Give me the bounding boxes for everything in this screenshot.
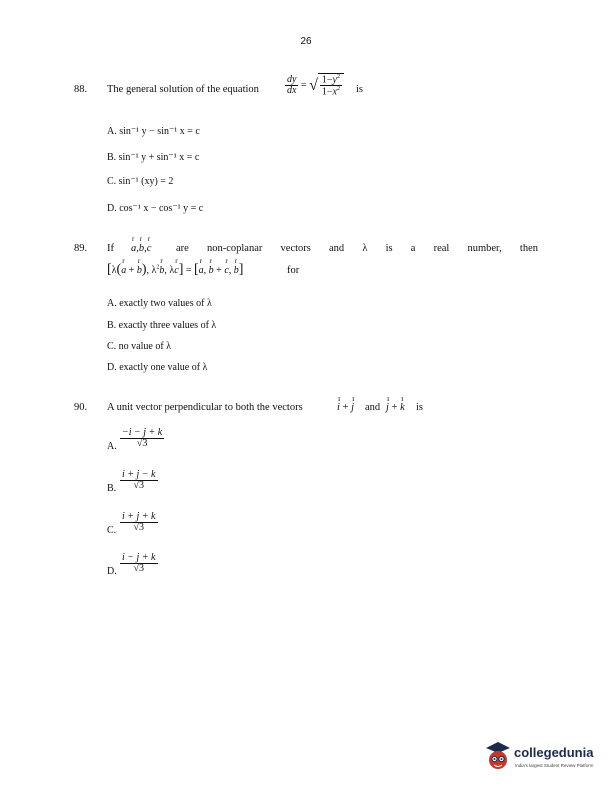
option-90-c-fraction — [120, 512, 158, 533]
sqrt-expression: √ $\frac{1-y^2}{1-x^2}$ — [309, 73, 344, 98]
question-90-stem-and: and — [365, 402, 381, 413]
question-88-stem — [107, 84, 259, 95]
option-90-c-denominator: √3 — [133, 522, 144, 533]
option-89-d: D. exactly one value of λ — [107, 362, 208, 373]
option-90-a-denominator: √3 — [136, 438, 148, 449]
vectors-abc: r a,r b,r c — [131, 243, 151, 254]
option-90-c-numerator: i + j + k — [122, 511, 156, 522]
question-89-stem-if: If — [107, 243, 114, 254]
option-90-c-letter: C. — [107, 525, 117, 536]
page-number: 26 — [300, 36, 312, 47]
question-88-stem-end: is — [356, 84, 364, 95]
brand-name: collegedunia — [514, 745, 594, 760]
option-90-d-numerator: i − j + k — [122, 552, 156, 563]
option-90-d-letter: D. — [107, 566, 117, 577]
question-89-stem-for: for — [287, 265, 300, 276]
option-89-b: B. exactly three values of λ — [107, 320, 217, 331]
question-88-stem-text: The general solution of the equation — [107, 84, 259, 95]
option-90-d-denominator: √3 — [133, 563, 144, 574]
question-90-stem: A unit vector perpendicular to both the vectors — [107, 402, 303, 413]
question-89-stem-middle: are non-coplanar vectors and λ is a real number, then — [176, 243, 538, 254]
option-90-b-fraction — [120, 470, 158, 491]
brand-tagline: India's largest Student Review Platform — [515, 763, 594, 768]
question-89-number: 89. — [74, 243, 88, 254]
option-88-b: B. sin⁻¹ y + sin⁻¹ x = c — [107, 152, 200, 163]
question-90-number: 90. — [74, 402, 88, 413]
option-88-c: C. sin⁻¹ (xy) = 2 — [107, 176, 174, 187]
option-90-b-letter: B. — [107, 483, 117, 494]
option-90-b-denominator: √3 — [133, 480, 144, 491]
option-90-a-letter: A. — [107, 441, 117, 452]
question-90-stem-end: is — [416, 402, 424, 413]
collegedunia-logo — [483, 738, 603, 774]
question-89-equation: [λ(r a + r b), $\lambda^2r$ b, λr c] = [r a, r b + r c, r b] — [107, 262, 243, 278]
mascot-icon — [483, 738, 513, 772]
dy-dx-fraction: $\frac{dy}{dx}$ — [287, 73, 297, 96]
vector-i-plus-j: ı i + ı j — [337, 402, 354, 413]
option-90-a-fraction — [120, 428, 164, 449]
option-89-a: A. exactly two values of λ — [107, 298, 212, 309]
vector-j-plus-k: ı j + ı k — [386, 402, 405, 413]
option-90-d-fraction — [120, 553, 158, 574]
option-88-a: A. sin⁻¹ y − sin⁻¹ x = c — [107, 126, 200, 137]
option-89-c: C. no value of λ — [107, 341, 172, 352]
question-88-number: 88. — [74, 84, 88, 95]
option-90-a-numerator: −i − j + k — [122, 427, 163, 438]
option-90-b-numerator: i + j − k — [122, 469, 156, 480]
option-88-d: D. cos⁻¹ x − cos⁻¹ y = c — [107, 203, 204, 214]
question-88-equation: $\frac{dy}{dx}$ = √ $\frac{1-y^2}{1-x^2}$ — [285, 73, 344, 98]
